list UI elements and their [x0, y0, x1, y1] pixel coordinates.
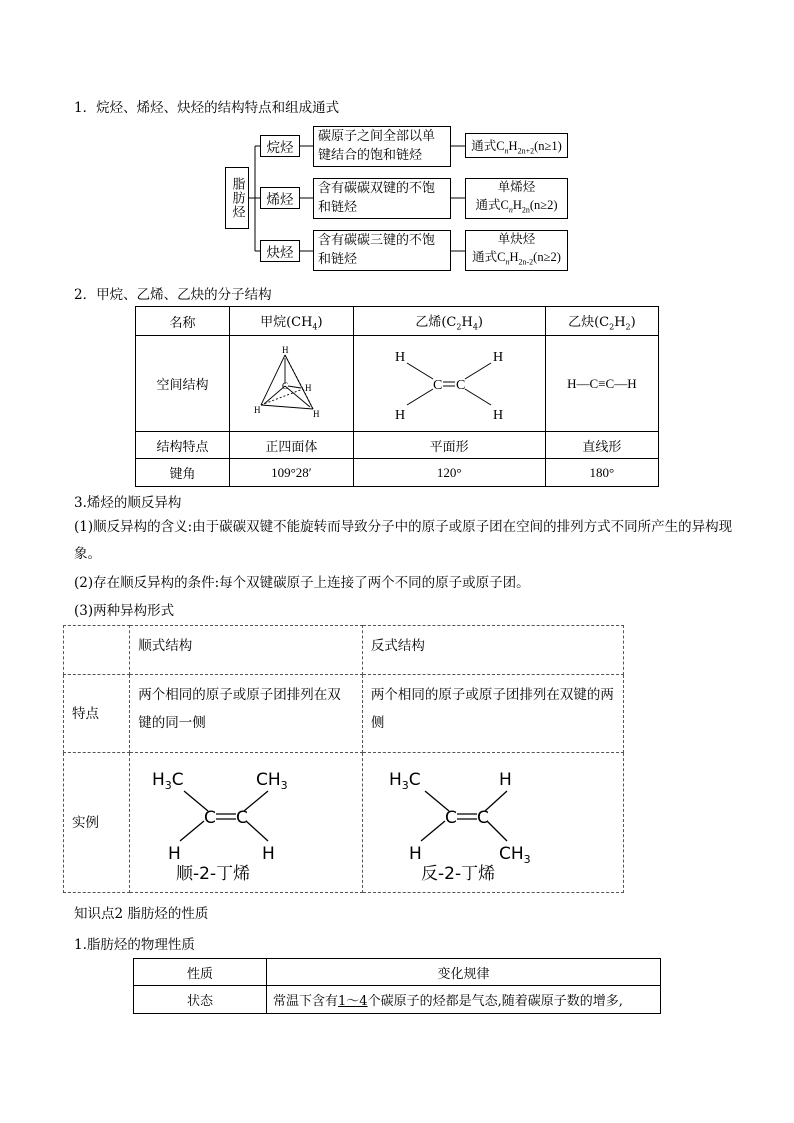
col-name: 名称 [136, 307, 230, 336]
molecule-table [135, 306, 659, 487]
trans-example-cell [362, 753, 623, 893]
col-ethyne: 乙炔$(C_2H_2)$ [545, 307, 658, 336]
ethene-structure-cell [353, 336, 545, 432]
mono-alkyne-label: 单炔烃 [497, 230, 536, 246]
svg-text:H: H [168, 844, 182, 864]
svg-text:C: C [476, 808, 489, 828]
cis-2-butene-structure [144, 757, 344, 881]
section1-heading: 1．烷烃、烯烃、炔烃的结构特点和组成通式 [74, 100, 340, 116]
cis-feature: 两个相同的原子或原子团排列在双键的同一侧 [130, 675, 363, 753]
svg-text:H: H [408, 844, 422, 864]
alkane-desc: 碳原子之间全部以单键结合的饱和链烃 [313, 126, 451, 167]
svg-text:CH3: $CH_3$ [256, 770, 288, 792]
svg-text:C: C [456, 377, 466, 393]
svg-text:H: H [395, 349, 406, 365]
isomer-table [63, 625, 624, 893]
svg-text:H3C: $H_3C$ [152, 770, 184, 792]
alkyne-box [260, 240, 300, 262]
col-methane: 甲烷$(CH_4)$ [230, 307, 354, 336]
alkene-desc: 含有碳碳双键的不饱和链烃 [313, 178, 451, 219]
col-trans: 反式结构 [362, 626, 623, 675]
section3-p2: (2)存在顺反异构的条件:每个双键碳原子上连接了两个不同的原子或原子团。 [74, 575, 530, 591]
alkyne-label: 炔烃 [266, 245, 294, 261]
methane-angle: 109°28′ [230, 459, 354, 487]
alkene-formula: 单烯烃 通式$C_nH_{2n}(n\ge 2)$ [465, 178, 568, 219]
section3-p3: (3)两种异构形式 [74, 603, 175, 619]
methane-tetrahedron [251, 341, 331, 427]
svg-text:H: H [262, 844, 276, 864]
section3-heading: 3.烯烃的顺反异构 [74, 495, 182, 511]
alkene-label: 烯烃 [266, 192, 294, 208]
alkene-box [260, 187, 300, 209]
col-ethene: 乙烯$(C_2H_4)$ [353, 307, 545, 336]
col-rule: 变化规律 [267, 959, 661, 986]
trans-2-butene-structure [385, 757, 585, 881]
svg-text:C: C [282, 380, 289, 391]
aliphatic-root-label: 脂肪烃 [229, 177, 245, 219]
ethyne-angle: 180° [545, 459, 658, 487]
svg-text:C: C [444, 808, 457, 828]
section4-subheading: 1.脂肪烃的物理性质 [74, 937, 195, 953]
state-rule: 常温下含有1～4个碳原子的烃都是气态,随着碳原子数的增多, [267, 986, 661, 1014]
svg-text:H: H [254, 404, 261, 415]
methane-structure-cell [230, 336, 354, 432]
col-property: 性质 [134, 959, 267, 986]
trans-2-butene-name: 反-2-丁烯 [420, 864, 495, 881]
section4-heading: 知识点2 脂肪烃的性质 [74, 906, 209, 922]
alkyne-desc: 含有碳碳三键的不饱和链烃 [313, 230, 451, 271]
row-state: 状态 [134, 986, 267, 1014]
mono-alkene-label: 单烯烃 [497, 178, 536, 194]
ethene-angle: 120° [353, 459, 545, 487]
section2-heading: 2．甲烷、乙烯、乙炔的分子结构 [74, 287, 272, 303]
cis-example-cell [130, 753, 363, 893]
svg-text:H: H [493, 349, 504, 365]
cis-2-butene-name: 顺-2-丁烯 [176, 864, 251, 881]
isomer-corner [64, 626, 130, 675]
alkane-label: 烷烃 [266, 140, 294, 156]
svg-text:C: C [433, 377, 443, 393]
aliphatic-root-box [225, 167, 249, 229]
ethene-feature: 平面形 [353, 432, 545, 459]
svg-text:H3C: $H_3C$ [388, 770, 421, 792]
svg-text:H: H [305, 382, 312, 393]
col-cis: 顺式结构 [130, 626, 363, 675]
svg-text:C: C [236, 808, 249, 828]
ethyne-structure: H—C≡C—H [545, 336, 658, 432]
svg-text:H: H [498, 770, 512, 790]
ethene-structure [389, 341, 509, 427]
ethyne-feature: 直线形 [545, 432, 658, 459]
row-feature: 特点 [64, 675, 130, 753]
alkane-box [260, 135, 300, 157]
svg-text:H: H [313, 408, 320, 419]
physical-properties-table [133, 958, 661, 1014]
svg-text:C: C [204, 808, 217, 828]
svg-text:CH3: $CH_3$ [498, 844, 531, 866]
svg-text:H: H [493, 407, 504, 423]
row-space-structure: 空间结构 [136, 336, 230, 432]
svg-text:H: H [395, 407, 406, 423]
trans-feature: 两个相同的原子或原子团排列在双键的两侧 [362, 675, 623, 753]
alkyne-formula: 单炔烃 通式$C_nH_{2n-2}(n\ge 2)$ [465, 230, 568, 271]
alkane-formula: 通式$C_nH_{2n+2}(n\ge 1)$ [465, 133, 568, 158]
methane-feature: 正四面体 [230, 432, 354, 459]
row-bond-angle: 键角 [136, 459, 230, 487]
svg-text:H: H [282, 344, 289, 355]
row-example: 实例 [64, 753, 130, 893]
section3-p1: (1)顺反异构的含义:由于碳碳双键不能旋转而导致分子中的原子或原子团在空间的排列方式不同所产生的异构现象。 [74, 519, 733, 562]
row-structure-feature: 结构特点 [136, 432, 230, 459]
